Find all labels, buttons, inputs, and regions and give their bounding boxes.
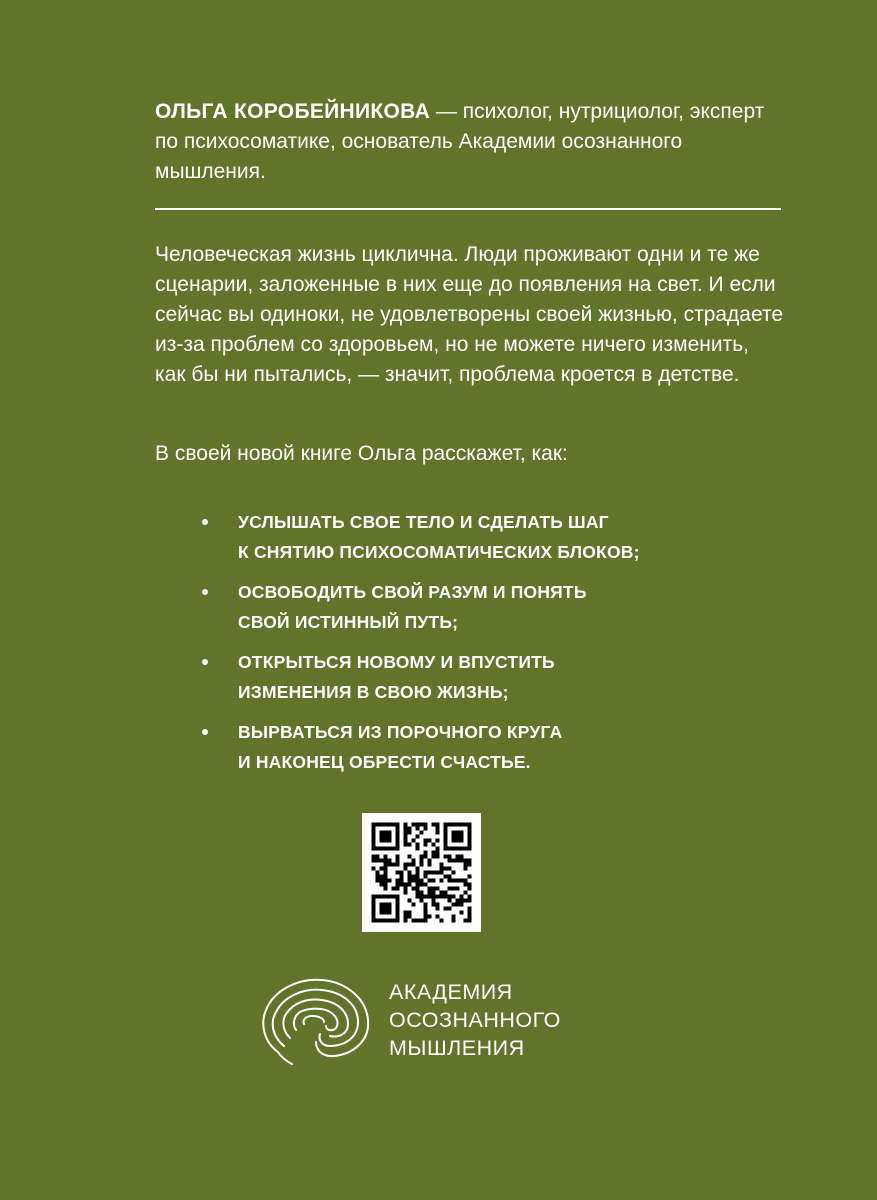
academy-logo-text <box>389 978 561 1062</box>
list-item-line: ИЗМЕНЕНИЯ В СВОЮ ЖИЗНЬ; <box>238 682 509 702</box>
list-item <box>200 717 760 777</box>
author-name: ОЛЬГА КОРОБЕЙНИКОВА <box>155 100 431 123</box>
intro-paragraph: Человеческая жизнь циклична. Люди проживают одни и те же сценарии, заложенные в них еще до появления на свет. И если сейчас вы одиноки, не удовлетворены своей жизнью, страдаете из-за проблем со здоровьем, но не можете ничего изменить, как бы ни пытались, — значит, проблема кроется в детстве. <box>155 243 784 386</box>
list-item-line: И НАКОНЕЦ ОБРЕСТИ СЧАСТЬЕ. <box>238 752 531 772</box>
list-item-line: К СНЯТИЮ ПСИХОСОМАТИЧЕСКИХ БЛОКОВ; <box>238 542 640 562</box>
author-description: — психолог, нутрициолог, эксперт по психосоматике, основатель Академии осознанного мышления. <box>155 100 765 183</box>
list-item-line: УСЛЫШАТЬ СВОЕ ТЕЛО И СДЕЛАТЬ ШАГ <box>238 512 609 532</box>
logo-line: АКАДЕМИЯ <box>389 980 513 1004</box>
bullet-icon <box>202 729 208 735</box>
bullet-icon <box>202 589 208 595</box>
bullet-icon <box>202 659 208 665</box>
divider <box>155 208 781 210</box>
list-item <box>200 647 760 707</box>
author-bio <box>155 97 785 187</box>
lead-sentence: В своей новой книге Ольга расскажет, как: <box>155 442 568 465</box>
list-item-line: ВЫРВАТЬСЯ ИЗ ПОРОЧНОГО КРУГА <box>238 722 563 742</box>
benefit-list <box>200 507 760 787</box>
qr-code[interactable] <box>362 813 481 932</box>
logo-line: МЫШЛЕНИЯ <box>389 1036 525 1060</box>
brain-icon <box>258 972 372 1068</box>
qr-code-icon <box>362 813 481 932</box>
logo-line: ОСОЗНАННОГО <box>389 1008 561 1032</box>
list-item-line: ОСВОБОДИТЬ СВОЙ РАЗУМ И ПОНЯТЬ <box>238 582 587 602</box>
list-item-line: СВОЙ ИСТИННЫЙ ПУТЬ; <box>238 612 459 632</box>
list-item-line: ОТКРЫТЬСЯ НОВОМУ И ВПУСТИТЬ <box>238 652 555 672</box>
list-item <box>200 577 760 637</box>
bullet-icon <box>202 519 208 525</box>
list-item <box>200 507 760 567</box>
